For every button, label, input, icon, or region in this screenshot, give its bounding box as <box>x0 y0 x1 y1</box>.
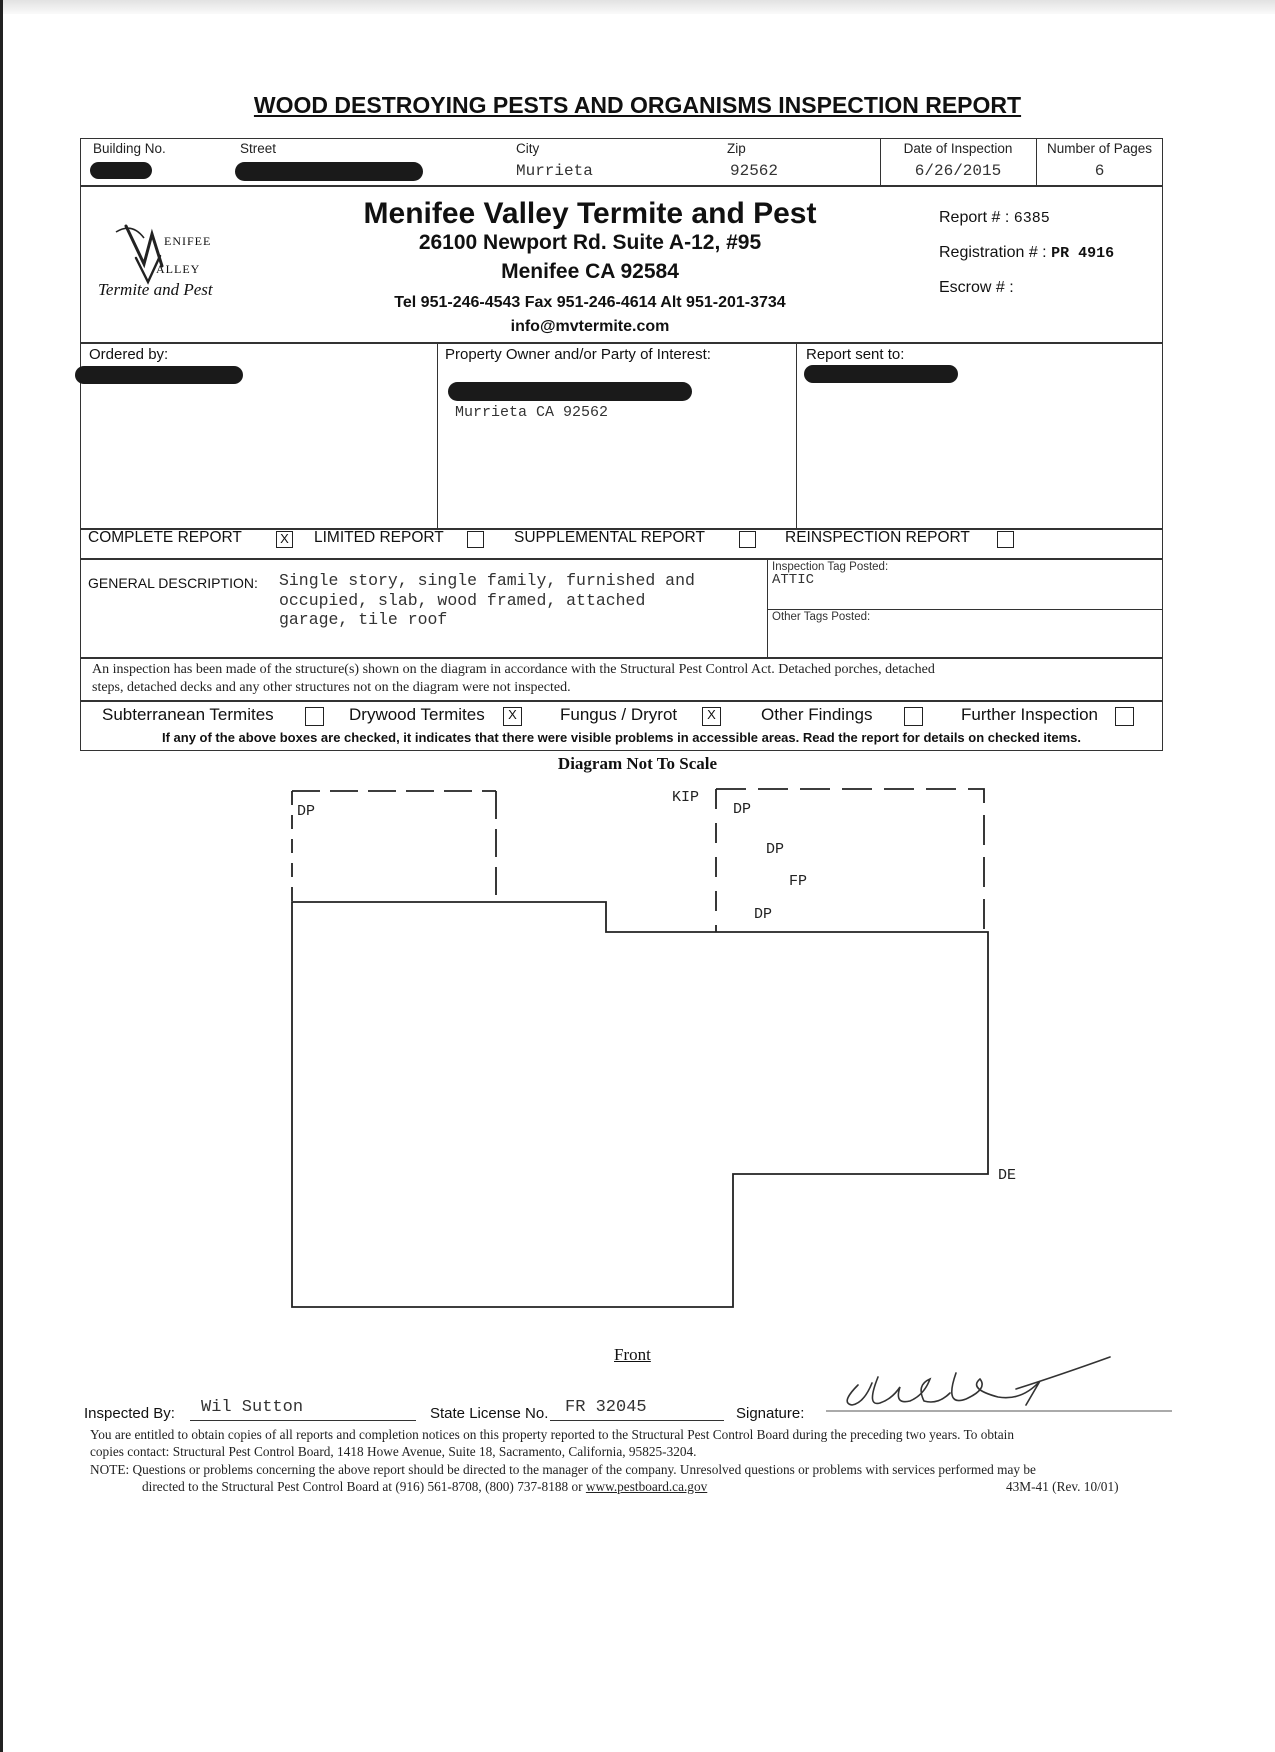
city-label: City <box>516 141 540 156</box>
drywood-termites-checkbox[interactable]: X <box>503 707 522 726</box>
diagram-title: Diagram Not To Scale <box>557 754 718 773</box>
signature-image <box>820 1345 1180 1420</box>
diagram-label-kip: KIP <box>672 789 700 806</box>
pages-value: 6 <box>1094 162 1105 180</box>
drywood-termites-label: Drywood Termites <box>349 705 485 724</box>
reinspection-report-label: REINSPECTION REPORT <box>785 529 970 546</box>
escrow-label: Escrow # : <box>939 279 1014 296</box>
report-title: WOOD DESTROYING PESTS AND ORGANISMS INSPECTION REPORT <box>253 92 1022 118</box>
tag-posted-value: ATTIC <box>772 572 815 588</box>
inspected-by-value: Wil Sutton <box>201 1398 304 1417</box>
fungus-dryrot-checkbox[interactable]: X <box>702 707 721 726</box>
owner-label: Property Owner and/or Party of Interest: <box>445 346 711 363</box>
supplemental-report-label: SUPPLEMENTAL REPORT <box>514 529 705 546</box>
license-line <box>550 1420 724 1421</box>
description-line: Single story, single family, furnished and <box>279 571 695 590</box>
report-number-value: 6385 <box>1013 210 1050 227</box>
zip-label: Zip <box>727 141 746 156</box>
diagram-label-de: DE <box>998 1167 1017 1184</box>
logo-tagline: Termite and Pest <box>98 280 213 299</box>
license-label: State License No. <box>430 1405 549 1422</box>
pestboard-link[interactable]: www.pestboard.ca.gov <box>585 1479 708 1494</box>
signature-label: Signature: <box>736 1405 805 1422</box>
general-description-label: GENERAL DESCRIPTION: <box>88 575 258 591</box>
ordered-by-label: Ordered by: <box>89 346 169 363</box>
subterranean-termites-label: Subterranean Termites <box>102 705 274 724</box>
logo-line2: ALLEY <box>156 262 201 276</box>
complete-report-checkbox[interactable]: X <box>276 531 293 548</box>
street-label: Street <box>240 141 277 156</box>
date-value: 6/26/2015 <box>914 162 1002 180</box>
diagram-label-fp: FP <box>789 873 808 890</box>
company-address2: Menifee CA 92584 <box>501 260 679 283</box>
diagram-label-dp-right1: DP <box>733 801 752 818</box>
note-text: NOTE: Questions or problems concerning the above report should be directed to the manager of the company. Unresolved questions or problems with services performed may be directed to the Structural Pest Control Board at (916) 561-8708, (800) 737-8188 or www.pestboard.ca.gov <box>90 1462 1036 1494</box>
owner-city: Murrieta CA 92562 <box>455 404 609 421</box>
pages-label: Number of Pages <box>1046 141 1153 156</box>
building-no-label: Building No. <box>93 141 166 156</box>
zip-value: 92562 <box>730 162 779 180</box>
findings-note: If any of the above boxes are checked, it indicates that there were visible problems in accessible areas. Read the report for details on checked items. <box>161 730 1081 745</box>
diagram-label-dp-right2: DP <box>766 841 785 858</box>
diagram-label-dp-left: DP <box>297 803 316 820</box>
diagram-front-label: Front <box>614 1345 651 1364</box>
entitled-text: You are entitled to obtain copies of all reports and completion notices on this property reported to the Structural Pest Control Board during the preceding two years. To obtain copies contact: Structural Pest Control Board, 1418 Howe Avenue, Suite 18, Sacramento, California, 95825-3204. <box>90 1427 1014 1459</box>
other-tags-label: Other Tags Posted: <box>772 611 871 623</box>
fungus-dryrot-label: Fungus / Dryrot <box>560 705 678 724</box>
inspected-by-line <box>190 1420 416 1421</box>
date-label: Date of Inspection <box>903 141 1013 156</box>
inspection-notice-text: An inspection has been made of the structure(s) shown on the diagram in accordance with the Structural Pest Control Act. Detached porches, detached steps, detached decks and any other structures not on the diagram were not inspected. <box>92 662 935 695</box>
company-name: Menifee Valley Termite and Pest <box>363 197 817 230</box>
limited-report-label: LIMITED REPORT <box>314 529 444 546</box>
sent-to-label: Report sent to: <box>806 346 905 363</box>
license-value: FR 32045 <box>565 1398 647 1417</box>
inspected-by-label: Inspected By: <box>84 1405 175 1422</box>
description-line: garage, tile roof <box>279 610 448 629</box>
tag-posted-label: Inspection Tag Posted: <box>772 561 889 573</box>
registration-value: PR 4916 <box>1051 245 1115 262</box>
company-phones: Tel 951-246-4543 Fax 951-246-4614 Alt 951-201-3734 <box>394 294 786 311</box>
complete-report-label: COMPLETE REPORT <box>88 529 242 546</box>
further-inspection-label: Further Inspection <box>961 705 1099 724</box>
report-number-label: Report # : 6385 <box>939 209 1050 227</box>
form-code: 43M-41 (Rev. 10/01) <box>1006 1479 1119 1494</box>
company-address1: 26100 Newport Rd. Suite A-12, #95 <box>418 231 762 254</box>
diagram-label-dp-right3: DP <box>754 906 773 923</box>
description-line: occupied, slab, wood framed, attached <box>279 590 646 610</box>
logo-line1: ENIFEE <box>164 234 212 248</box>
city-value: Murrieta <box>516 162 593 180</box>
company-email: info@mvtermite.com <box>510 318 670 335</box>
registration-label: Registration # : PR 4916 <box>939 244 1115 262</box>
other-findings-label: Other Findings <box>761 705 873 724</box>
